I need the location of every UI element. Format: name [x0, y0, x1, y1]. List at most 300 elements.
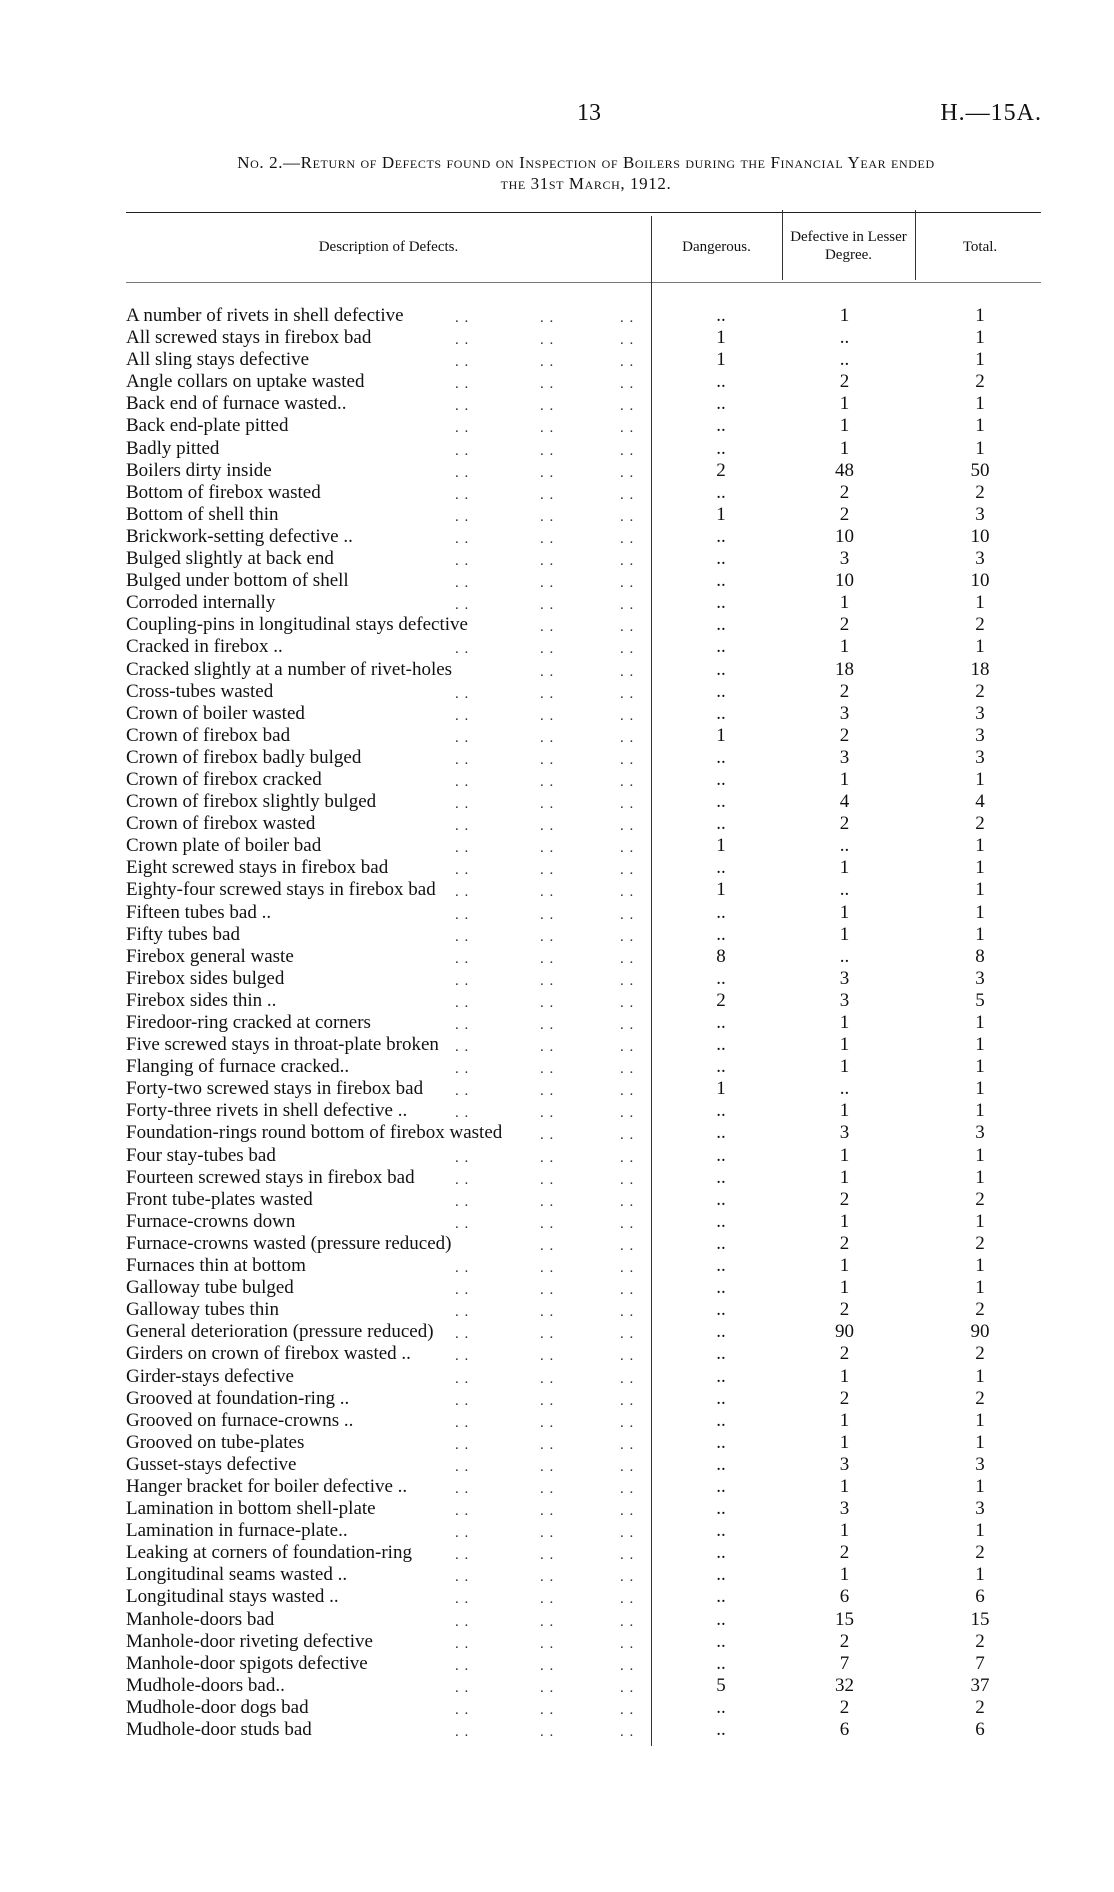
defect-description: Coupling-pins in longitudinal stays defective [126, 614, 468, 636]
leader-dots: . . [540, 1657, 555, 1674]
total-count: 1 [975, 636, 985, 658]
lesser-degree-count: 2 [839, 1299, 850, 1321]
defect-description: Galloway tubes thin [126, 1299, 280, 1321]
leader-dots: . . [455, 1149, 470, 1166]
leader-dots: . . [620, 553, 635, 570]
leader-dots: . . [540, 530, 555, 547]
leader-dots: . . [620, 1193, 635, 1210]
defect-description: Grooved on tube-plates [126, 1431, 305, 1453]
lesser-degree-count: 1 [839, 923, 850, 945]
lesser-degree-count: 18 [835, 658, 854, 680]
defect-description: Corroded internally [126, 592, 276, 614]
leader-dots: . . [540, 1348, 555, 1365]
dangerous-count: .. [716, 923, 726, 945]
table-row [0, 305, 1114, 327]
dangerous-count: .. [716, 1542, 726, 1564]
table-row [0, 1299, 1114, 1321]
table-row [0, 393, 1114, 415]
total-count: 2 [975, 1542, 985, 1564]
lesser-degree-count: 1 [839, 1431, 850, 1453]
leader-dots: . . [540, 972, 555, 989]
lesser-degree-count: 1 [839, 1255, 850, 1277]
leader-dots: . . [455, 1414, 470, 1431]
dangerous-count: .. [716, 1012, 726, 1033]
total-count: 3 [975, 1453, 985, 1475]
dangerous-count: .. [716, 1210, 726, 1232]
leader-dots: . . [455, 508, 470, 525]
table-row [0, 1586, 1114, 1608]
defect-description: Furnace-crowns down [126, 1210, 296, 1232]
leader-dots: . . [620, 442, 635, 459]
dangerous-count: .. [716, 791, 726, 813]
leader-dots: . . [620, 994, 635, 1011]
leader-dots: . . [620, 1525, 635, 1542]
total-count: 2 [975, 1630, 985, 1652]
leader-dots: . . [620, 1326, 635, 1343]
total-count: 1 [975, 1564, 985, 1586]
leader-dots: . . [540, 1105, 555, 1122]
table-row [0, 1167, 1114, 1189]
total-count: 1 [975, 901, 985, 923]
table-row [0, 1078, 1114, 1100]
total-count: 1 [975, 1078, 985, 1100]
lesser-degree-count: 1 [839, 415, 850, 437]
leader-dots: . . [620, 1392, 635, 1409]
leader-dots: . . [540, 553, 555, 570]
lesser-degree-count: 10 [835, 570, 854, 592]
lesser-degree-count: 4 [839, 791, 850, 813]
leader-dots: . . [540, 950, 555, 967]
table-row [0, 1233, 1114, 1255]
defect-description: Lamination in furnace-plate.. [126, 1520, 348, 1542]
table-row [0, 1609, 1114, 1631]
dangerous-count: .. [716, 680, 726, 702]
lesser-degree-count: 3 [839, 1122, 850, 1144]
dangerous-count: .. [716, 305, 726, 326]
table-row [0, 1145, 1114, 1167]
leader-dots: . . [620, 575, 635, 592]
dangerous-count: .. [716, 813, 726, 835]
table-row [0, 1675, 1114, 1697]
leader-dots: . . [540, 464, 555, 481]
dangerous-count: .. [716, 636, 726, 658]
dangerous-count: .. [716, 371, 726, 393]
lesser-degree-count: 2 [839, 724, 850, 746]
leader-dots: . . [540, 1215, 555, 1232]
leader-dots: . . [540, 1193, 555, 1210]
table-row [0, 747, 1114, 769]
dangerous-count: .. [716, 525, 726, 547]
leader-dots: . . [540, 332, 555, 349]
leader-dots: . . [455, 553, 470, 570]
leader-dots: . . [455, 1679, 470, 1696]
leader-dots: . . [455, 1171, 470, 1188]
lesser-degree-count: 2 [839, 1232, 850, 1254]
leader-dots: . . [620, 729, 635, 746]
leader-dots: . . [455, 530, 470, 547]
header-bottom-rule [126, 282, 1041, 283]
lesser-degree-count: 3 [839, 1498, 850, 1520]
defect-description: Fifteen tubes bad .. [126, 901, 272, 923]
table-row [0, 504, 1114, 526]
total-count: 3 [975, 967, 985, 989]
defect-description: Bulged under bottom of shell [126, 570, 349, 592]
total-count: 7 [975, 1652, 985, 1674]
lesser-degree-count: .. [839, 945, 850, 967]
leader-dots: . . [455, 906, 470, 923]
leader-dots: . . [620, 354, 635, 371]
column-header-dangerous: Dangerous. [682, 239, 751, 255]
defect-description: Eight screwed stays in firebox bad [126, 857, 389, 879]
leader-dots: . . [620, 773, 635, 790]
leader-dots: . . [540, 420, 555, 437]
dangerous-count: .. [716, 1056, 726, 1078]
defect-description: Mudhole-doors bad.. [126, 1674, 285, 1696]
leader-dots: . . [540, 1503, 555, 1520]
lesser-degree-count: 1 [839, 1100, 850, 1122]
lesser-degree-count: 2 [839, 1188, 850, 1210]
defect-description: Crown of firebox bad [126, 724, 291, 746]
lesser-degree-count: 6 [839, 1586, 850, 1608]
dangerous-count: .. [716, 1652, 726, 1674]
leader-dots: . . [540, 862, 555, 879]
leader-dots: . . [455, 1326, 470, 1343]
table-row [0, 1653, 1114, 1675]
document-series: H.—15A. [940, 100, 1042, 126]
leader-dots: . . [620, 1414, 635, 1431]
table-row [0, 1631, 1114, 1653]
dangerous-count: .. [716, 1321, 726, 1343]
leader-dots: . . [455, 685, 470, 702]
lesser-degree-count: 1 [839, 1365, 850, 1387]
lesser-degree-count: 7 [839, 1652, 850, 1674]
lesser-degree-count: 2 [839, 1387, 850, 1409]
leader-dots: . . [455, 1215, 470, 1232]
defect-description: Manhole-door spigots defective [126, 1652, 368, 1674]
dangerous-count: 1 [716, 349, 726, 371]
dangerous-count: .. [716, 1453, 726, 1475]
lesser-degree-count: 2 [839, 371, 850, 393]
defect-description: Longitudinal seams wasted .. [126, 1564, 348, 1586]
table-row [0, 725, 1114, 747]
table-row [0, 592, 1114, 614]
total-count: 1 [975, 393, 985, 415]
defect-description: All sling stays defective [126, 349, 310, 371]
lesser-degree-count: 3 [839, 702, 850, 724]
dangerous-count: 1 [716, 1078, 726, 1100]
leader-dots: . . [620, 486, 635, 503]
lesser-degree-count: 3 [839, 1453, 850, 1475]
total-count: 1 [975, 1277, 985, 1299]
leader-dots: . . [455, 420, 470, 437]
leader-dots: . . [455, 1480, 470, 1497]
lesser-degree-count: 1 [839, 1564, 850, 1586]
leader-dots: . . [540, 729, 555, 746]
dangerous-count: .. [716, 1719, 726, 1740]
page-number: 13 [577, 100, 601, 126]
leader-dots: . . [455, 332, 470, 349]
leader-dots: . . [620, 950, 635, 967]
dangerous-count: .. [716, 393, 726, 415]
total-count: 1 [975, 768, 985, 790]
leader-dots: . . [620, 818, 635, 835]
title-line-2: the 31st March, 1912. [500, 174, 672, 193]
leader-dots: . . [455, 751, 470, 768]
total-count: 2 [975, 1188, 985, 1210]
leader-dots: . . [620, 707, 635, 724]
defect-description: Flanging of furnace cracked.. [126, 1056, 350, 1078]
defect-description: Badly pitted [126, 437, 220, 459]
lesser-degree-count: 1 [839, 1277, 850, 1299]
total-count: 2 [975, 481, 985, 503]
leader-dots: . . [455, 1525, 470, 1542]
dangerous-count: .. [716, 614, 726, 636]
defect-description: Angle collars on uptake wasted [126, 371, 365, 393]
leader-dots: . . [540, 1613, 555, 1630]
leader-dots: . . [620, 685, 635, 702]
total-count: 1 [975, 1475, 985, 1497]
defect-description: Cracked in firebox .. [126, 636, 283, 658]
dangerous-count: .. [716, 1232, 726, 1254]
defect-description: Crown of boiler wasted [126, 702, 305, 724]
leader-dots: . . [620, 508, 635, 525]
dangerous-count: .. [716, 1188, 726, 1210]
leader-dots: . . [540, 641, 555, 658]
dangerous-count: .. [716, 967, 726, 989]
leader-dots: . . [540, 906, 555, 923]
table-row [0, 769, 1114, 791]
table-row [0, 1697, 1114, 1719]
defect-description: Mudhole-door studs bad [126, 1719, 312, 1740]
leader-dots: . . [540, 1149, 555, 1166]
total-count: 1 [975, 1520, 985, 1542]
leader-dots: . . [620, 906, 635, 923]
leader-dots: . . [540, 1326, 555, 1343]
total-count: 1 [975, 1431, 985, 1453]
leader-dots: . . [620, 1304, 635, 1321]
dangerous-count: 8 [716, 945, 726, 967]
table-row [0, 1056, 1114, 1078]
dangerous-count: .. [716, 1387, 726, 1409]
leader-dots: . . [540, 751, 555, 768]
defect-description: Four stay-tubes bad [126, 1144, 276, 1166]
lesser-degree-count: 2 [839, 614, 850, 636]
lesser-degree-count: 1 [839, 1056, 850, 1078]
leader-dots: . . [540, 1171, 555, 1188]
dangerous-count: .. [716, 1586, 726, 1608]
lesser-degree-count: 2 [839, 813, 850, 835]
table-row [0, 1719, 1114, 1741]
leader-dots: . . [620, 1503, 635, 1520]
dangerous-count: .. [716, 1034, 726, 1056]
defect-description: Mudhole-door dogs bad [126, 1696, 309, 1718]
column-header-lesser: Defective in Lesser Degree. [790, 229, 907, 263]
leader-dots: . . [620, 1039, 635, 1056]
leader-dots: . . [540, 1458, 555, 1475]
lesser-degree-count: 2 [839, 481, 850, 503]
defect-description: Girders on crown of firebox wasted .. [126, 1343, 411, 1365]
table-row [0, 990, 1114, 1012]
defect-description: Lamination in bottom shell-plate [126, 1498, 376, 1520]
leader-dots: . . [620, 1724, 635, 1740]
leader-dots: . . [540, 1436, 555, 1453]
total-count: 1 [975, 1100, 985, 1122]
total-count: 1 [975, 1409, 985, 1431]
total-count: 1 [975, 1144, 985, 1166]
defect-description: Forty-two screwed stays in firebox bad [126, 1078, 424, 1100]
table-row [0, 659, 1114, 681]
leader-dots: . . [455, 1436, 470, 1453]
lesser-degree-count: 1 [839, 1034, 850, 1056]
leader-dots: . . [540, 1480, 555, 1497]
lesser-degree-count: 1 [839, 1520, 850, 1542]
table-row [0, 570, 1114, 592]
leader-dots: . . [620, 840, 635, 857]
dangerous-count: .. [716, 1100, 726, 1122]
lesser-degree-count: 48 [835, 459, 854, 481]
table-row [0, 482, 1114, 504]
total-count: 3 [975, 503, 985, 525]
defect-description: General deterioration (pressure reduced) [126, 1321, 434, 1343]
dangerous-count: .. [716, 570, 726, 592]
table-row [0, 835, 1114, 857]
leader-dots: . . [455, 310, 470, 326]
total-count: 1 [975, 1056, 985, 1078]
leader-dots: . . [455, 1304, 470, 1321]
leader-dots: . . [455, 1282, 470, 1299]
leader-dots: . . [455, 884, 470, 901]
leader-dots: . . [620, 1701, 635, 1718]
leader-dots: . . [620, 751, 635, 768]
lesser-degree-count: 1 [839, 1012, 850, 1033]
total-count: 1 [975, 1365, 985, 1387]
leader-dots: . . [620, 862, 635, 879]
leader-dots: . . [455, 442, 470, 459]
defect-description: Galloway tube bulged [126, 1277, 294, 1299]
total-count: 6 [975, 1719, 985, 1740]
defect-description: Crown of firebox slightly bulged [126, 791, 377, 813]
defect-description: Crown of firebox badly bulged [126, 746, 362, 768]
leader-dots: . . [455, 1458, 470, 1475]
lesser-degree-count: 2 [839, 1630, 850, 1652]
defect-description: Hanger bracket for boiler defective .. [126, 1475, 408, 1497]
lesser-degree-count: 1 [839, 437, 850, 459]
lesser-degree-count: 3 [839, 989, 850, 1011]
dangerous-count: 1 [716, 503, 726, 525]
table-row [0, 1498, 1114, 1520]
lesser-degree-count: .. [839, 835, 850, 857]
leader-dots: . . [620, 1282, 635, 1299]
leader-dots: . . [455, 1657, 470, 1674]
defect-description: Furnaces thin at bottom [126, 1255, 306, 1277]
leader-dots: . . [620, 530, 635, 547]
leader-dots: . . [620, 1480, 635, 1497]
leader-dots: . . [455, 1613, 470, 1630]
leader-dots: . . [540, 1547, 555, 1564]
dangerous-count: .. [716, 857, 726, 879]
total-count: 2 [975, 1299, 985, 1321]
leader-dots: . . [540, 310, 555, 326]
defect-description: Bulged slightly at back end [126, 548, 334, 570]
table-row [0, 1255, 1114, 1277]
table-row [0, 1476, 1114, 1498]
defects-table-body [0, 305, 1114, 1741]
dangerous-count: .. [716, 1409, 726, 1431]
total-count: 10 [970, 570, 990, 592]
leader-dots: . . [620, 1591, 635, 1608]
leader-dots: . . [455, 818, 470, 835]
defect-description: Cracked slightly at a number of rivet-holes [126, 658, 453, 680]
total-count: 15 [970, 1608, 990, 1630]
defect-description: Bottom of shell thin [126, 503, 279, 525]
leader-dots: . . [540, 1039, 555, 1056]
leader-dots: . . [540, 1679, 555, 1696]
leader-dots: . . [455, 1017, 470, 1033]
total-count: 8 [975, 945, 985, 967]
leader-dots: . . [620, 1149, 635, 1166]
defect-description: Furnace-crowns wasted (pressure reduced) [126, 1232, 452, 1254]
leader-dots: . . [455, 1260, 470, 1277]
table-row [0, 1189, 1114, 1211]
defect-description: Firebox sides thin .. [126, 989, 277, 1011]
defect-description: Manhole-doors bad [126, 1608, 275, 1630]
leader-dots: . . [620, 1547, 635, 1564]
leader-dots: . . [620, 884, 635, 901]
table-row [0, 681, 1114, 703]
defect-description: Forty-three rivets in shell defective .. [126, 1100, 408, 1122]
dangerous-count: .. [716, 1122, 726, 1144]
defect-description: Firebox sides bulged [126, 967, 285, 989]
leader-dots: . . [540, 840, 555, 857]
column-header-description: Description of Defects. [318, 239, 459, 255]
lesser-degree-count: 1 [839, 636, 850, 658]
table-row [0, 614, 1114, 636]
total-count: 1 [975, 1255, 985, 1277]
leader-dots: . . [455, 1105, 470, 1122]
lesser-degree-count: 3 [839, 746, 850, 768]
leader-dots: . . [540, 1237, 555, 1254]
total-count: 3 [975, 724, 985, 746]
leader-dots: . . [455, 354, 470, 371]
defect-description: Firebox general waste [126, 945, 294, 967]
defect-description: Crown plate of boiler bad [126, 835, 322, 857]
dangerous-count: .. [716, 437, 726, 459]
table-row [0, 1122, 1114, 1144]
dangerous-count: .. [716, 1630, 726, 1652]
leader-dots: . . [455, 1193, 470, 1210]
lesser-degree-count: 1 [839, 768, 850, 790]
header-top-rule [126, 212, 1041, 213]
total-count: 3 [975, 1122, 985, 1144]
leader-dots: . . [455, 840, 470, 857]
dangerous-count: 1 [716, 879, 726, 901]
defect-description: Brickwork-setting defective .. [126, 525, 353, 547]
table-row [0, 371, 1114, 393]
defect-description: A number of rivets in shell defective [126, 305, 404, 326]
leader-dots: . . [620, 1105, 635, 1122]
leader-dots: . . [540, 818, 555, 835]
leader-dots: . . [455, 597, 470, 614]
table-row [0, 1012, 1114, 1034]
lesser-degree-count: 90 [835, 1321, 854, 1343]
table-row [0, 1321, 1114, 1343]
leader-dots: . . [620, 1260, 635, 1277]
dangerous-count: .. [716, 1343, 726, 1365]
table-row [0, 1277, 1114, 1299]
column-header-total: Total. [962, 239, 998, 255]
total-count: 1 [975, 1012, 985, 1033]
dangerous-count: .. [716, 1166, 726, 1188]
